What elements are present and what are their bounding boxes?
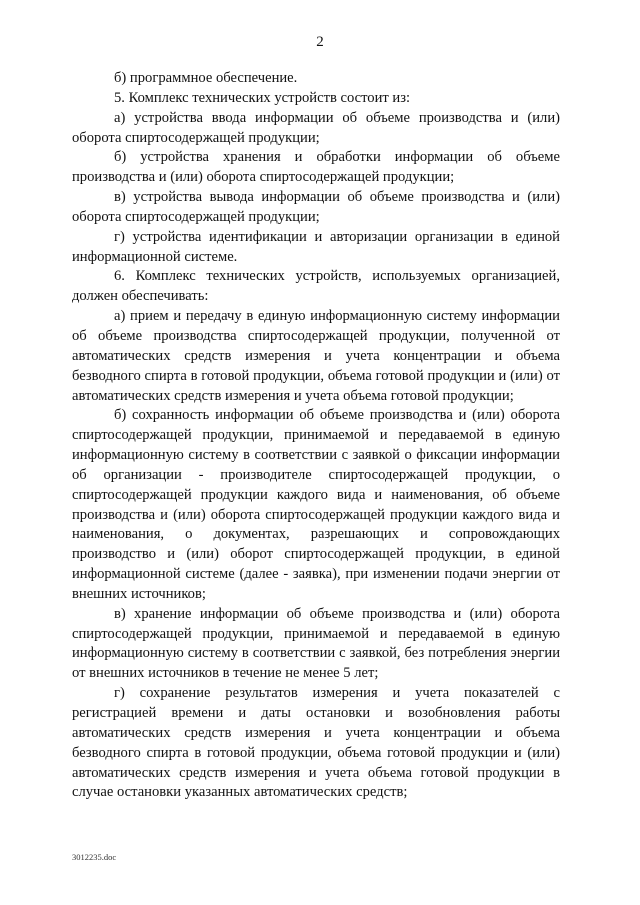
page-number: 2 [316, 34, 324, 50]
paragraph-item-5: 5. Комплекс технических устройств состоит из: [114, 89, 411, 106]
paragraph-6d-measurement-results: г) сохранение результатов измерения и учета показателей с регистрацией времени и даты остановки и возобновления работы автоматических средств измерения и учета концентрации и объема безводного спирта в готовой продукции, объема готовой продукции и (или) автоматических средств измерения и учета объема готовой продукции в случае остановки указанных автоматических средств; [72, 685, 560, 801]
paragraph-item-6: 6. Комплекс технических устройств, используемых организацией, должен обеспечивать: [72, 268, 560, 305]
paragraph-software: б) программное обеспечение. [114, 70, 298, 86]
paragraph-6b-preservation: б) сохранность информации об объеме производства и (или) оборота спиртосодержащей продукции, принимаемой и передаваемой в единую информационную систему в соответствии с заявкой о фиксации информации об организации - производителе спиртосодержащей продукции, о спиртосодержащей продукции каждого вида и наименования, об объеме производства и (или) оборота спиртосодержащей продукции каждого вида и наименования, о документах, разрешающих и сопровождающих производство и (или) оборот спиртосодержащей продукции, в единой информационной системе (далее - заявка), при изменении подачи энергии от внешних источников; [72, 407, 560, 602]
paragraph-6a-transmission: а) прием и передачу в единую информационную систему информации об объеме производства спиртосодержащей продукции, полученной от автоматических средств измерения и учета концентрации и объема безводного спирта в готовой продукции, объема готовой продукции и (или) от автоматических средств измерения и учета объема готовой продукции; [72, 308, 560, 404]
paragraph-5b-storage-devices: б) устройства хранения и обработки информации об объеме производства и (или) оборота спиртосодержащей продукции; [72, 149, 560, 186]
document-filename: 3012235.doc [72, 852, 117, 862]
document-body [72, 69, 560, 803]
paragraph-5a-input-devices: а) устройства ввода информации об объеме производства и (или) оборота спиртосодержащей продукции; [72, 109, 560, 146]
paragraph-6c-storage: в) хранение информации об объеме производства и (или) оборота спиртосодержащей продукции, принимаемой и передаваемой в единую информационную систему в соответствии с заявкой, без потребления энергии от внешних источников в течение не менее 5 лет; [72, 605, 560, 682]
paragraph-5d-identification-devices: г) устройства идентификации и авторизации организации в единой информационной системе. [72, 228, 560, 265]
paragraph-5c-output-devices: в) устройства вывода информации об объеме производства и (или) оборота спиртосодержащей продукции; [72, 189, 560, 225]
